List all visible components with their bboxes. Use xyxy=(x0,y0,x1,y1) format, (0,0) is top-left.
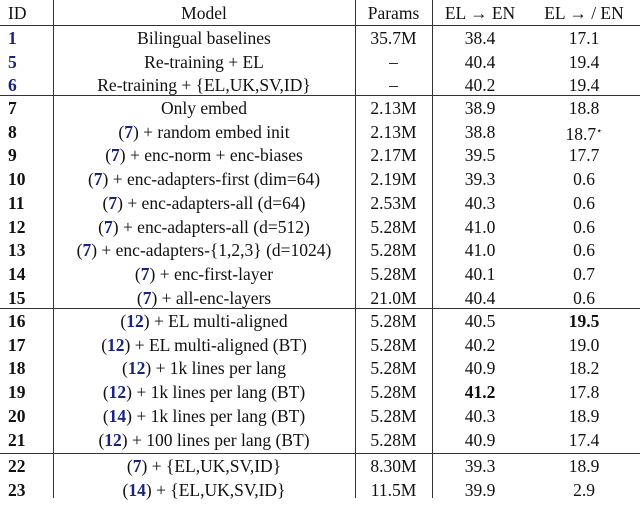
el-to-not-en-value: 18.8 xyxy=(568,98,600,118)
row-id: 1 xyxy=(8,28,17,48)
el-to-not-en-value: 17.8 xyxy=(568,382,600,403)
el-to-not-en-cell xyxy=(528,356,640,380)
el-to-not-en-cell xyxy=(528,262,640,286)
table-row xyxy=(0,309,640,333)
star-marker: ⋆ xyxy=(596,125,603,137)
params-cell: – xyxy=(389,51,398,72)
el-to-en-cell: 38.8 xyxy=(464,121,496,142)
params-cell: 2.13M xyxy=(370,98,417,118)
reference-id: 7 xyxy=(124,121,133,142)
el-to-not-en-value: 0.6 xyxy=(573,287,595,308)
table-row xyxy=(0,167,640,191)
table-row xyxy=(0,50,640,74)
reference-id: 7 xyxy=(108,192,118,213)
el-to-not-en-value: 0.6 xyxy=(573,192,595,213)
table-row xyxy=(0,286,640,310)
params-cell: 5.28M xyxy=(370,263,417,284)
params-cell: 2.13M xyxy=(370,121,417,142)
params-cell: 5.28M xyxy=(370,382,417,403)
model-cell xyxy=(53,26,355,50)
el-to-not-en-value: 18.7 xyxy=(565,123,597,144)
el-to-not-en-value: 0.6 xyxy=(573,240,595,261)
model-text: + all-enc-layers xyxy=(157,287,272,308)
table-row xyxy=(0,143,640,167)
model-cell: (7) + enc-adapters-first (dim=64) xyxy=(87,169,321,190)
row-id: 18 xyxy=(8,358,26,379)
reference-id: 12 xyxy=(108,382,127,403)
table-row xyxy=(0,454,640,478)
reference-id: 7 xyxy=(103,216,113,237)
params-cell: 5.28M xyxy=(370,405,417,426)
el-to-en-cell: 41.0 xyxy=(464,216,496,237)
el-to-en-cell: 40.3 xyxy=(464,192,496,213)
params-cell: 2.53M xyxy=(370,192,417,213)
el-to-not-en-value: 19.4 xyxy=(568,51,600,72)
el-to-not-en-value: 18.2 xyxy=(568,358,600,379)
el-to-not-en-cell xyxy=(528,428,640,452)
el-to-not-en-cell xyxy=(528,215,640,239)
model-text: + random embed init xyxy=(138,121,290,142)
el-to-en-cell: 39.3 xyxy=(464,456,496,476)
el-to-en-cell: 40.2 xyxy=(464,75,496,96)
model-cell: (12) + 1k lines per lang (BT) xyxy=(102,382,306,403)
el-to-not-en-value: 17.7 xyxy=(568,145,600,166)
model-cell: (7) + {EL,UK,SV,ID} xyxy=(126,456,282,476)
model-cell: (12) + EL multi-aligned (BT) xyxy=(101,334,307,355)
model-cell: (7) + enc-adapters-{1,2,3} (d=1024) xyxy=(76,240,332,261)
row-id: 10 xyxy=(8,169,26,190)
el-to-not-en-cell xyxy=(528,26,640,50)
model-text: + {EL,UK,SV,ID} xyxy=(147,456,282,476)
header-id: ID xyxy=(8,3,27,23)
el-to-en-cell: 41.0 xyxy=(464,240,496,261)
el-to-not-en-value: 0.6 xyxy=(573,169,595,190)
params-cell: 5.28M xyxy=(370,311,417,331)
table-header xyxy=(0,1,640,25)
model-text: + enc-first-layer xyxy=(155,263,274,284)
el-to-en-cell: 40.2 xyxy=(464,334,496,355)
model-text: + enc-adapters-first (dim=64) xyxy=(108,169,321,190)
el-to-not-en-cell xyxy=(528,309,640,333)
el-to-not-en-cell xyxy=(528,73,640,97)
reference-id: 7 xyxy=(111,145,120,166)
header-el-to-en: EL → EN xyxy=(444,3,516,23)
section-rule-1 xyxy=(0,95,640,96)
el-to-not-en-cell xyxy=(528,454,640,478)
el-to-not-en-cell xyxy=(528,167,640,191)
el-to-en-cell: 40.9 xyxy=(464,358,496,379)
header-params: Params xyxy=(367,3,420,23)
el-to-not-en-cell xyxy=(528,286,640,310)
params-cell: 5.28M xyxy=(370,216,417,237)
reference-id: 7 xyxy=(93,169,103,190)
el-to-not-en-cell xyxy=(528,96,640,120)
table-row xyxy=(0,26,640,50)
model-text: + 1k lines per lang (BT) xyxy=(131,382,306,403)
params-cell: 5.28M xyxy=(370,358,417,379)
row-id: 23 xyxy=(8,479,26,500)
table-row xyxy=(0,120,640,144)
el-to-not-en-value: 19.0 xyxy=(568,334,600,355)
row-id: 19 xyxy=(8,382,26,403)
model-cell: (12) + 100 lines per lang (BT) xyxy=(98,429,310,450)
column-divider-params xyxy=(432,0,433,498)
el-to-not-en-value: 0.7 xyxy=(573,263,595,284)
el-to-not-en-value: 19.4 xyxy=(568,75,600,96)
row-id: 6 xyxy=(8,75,17,96)
el-to-en-cell: 38.9 xyxy=(464,98,496,118)
model-text: + enc-adapters-all (d=512) xyxy=(118,216,310,237)
table-row xyxy=(0,356,640,380)
reference-id: 7 xyxy=(140,263,150,284)
el-to-not-en-cell xyxy=(528,238,640,262)
el-to-not-en-cell xyxy=(528,120,640,144)
el-to-not-en-value: 17.1 xyxy=(568,28,600,48)
reference-id: 12 xyxy=(104,429,122,450)
table-row xyxy=(0,478,640,502)
column-divider-id xyxy=(53,0,54,498)
section-rule-3 xyxy=(0,453,640,454)
model-text: + {EL,UK,SV,ID} xyxy=(151,479,286,500)
el-to-not-en-cell xyxy=(528,333,640,357)
model-text: + enc-adapters-all (d=64) xyxy=(122,192,306,213)
header-rule xyxy=(0,25,640,26)
params-cell: 5.28M xyxy=(370,429,417,450)
table-row xyxy=(0,96,640,120)
model-text: + EL multi-aligned xyxy=(149,311,288,331)
el-to-not-en-value: 19.5 xyxy=(568,311,600,331)
row-id: 15 xyxy=(8,287,26,308)
row-id: 12 xyxy=(8,216,26,237)
model-cell: (7) + enc-first-layer xyxy=(134,263,274,284)
row-id: 8 xyxy=(8,121,17,142)
el-to-not-en-cell xyxy=(528,143,640,167)
el-to-en-cell: 39.3 xyxy=(464,169,496,190)
params-cell: 2.17M xyxy=(370,145,417,166)
el-to-not-en-cell xyxy=(528,404,640,428)
model-text: Re-training + EL xyxy=(144,51,264,72)
model-text: + enc-adapters-{1,2,3} (d=1024) xyxy=(97,240,332,261)
model-text: + 1k lines per lang xyxy=(151,358,286,379)
params-cell: 8.30M xyxy=(370,456,417,476)
row-id: 5 xyxy=(8,51,17,72)
params-cell: 35.7M xyxy=(370,28,417,48)
table-row xyxy=(0,404,640,428)
params-cell: – xyxy=(389,75,398,96)
params-cell: 5.28M xyxy=(370,334,417,355)
el-to-en-cell: 40.3 xyxy=(464,405,496,426)
table-row xyxy=(0,191,640,215)
model-cell: (7) + enc-adapters-all (d=64) xyxy=(102,192,306,213)
reference-id: 14 xyxy=(108,405,127,426)
params-cell: 11.5M xyxy=(370,479,417,500)
table-row xyxy=(0,428,640,452)
el-to-not-en-cell xyxy=(528,478,640,502)
el-to-en-cell: 40.1 xyxy=(464,263,496,284)
model-cell: (7) + enc-norm + enc-biases xyxy=(105,145,303,166)
header-el-to-not-en: EL → / EN xyxy=(544,3,624,23)
model-text: + 1k lines per lang (BT) xyxy=(131,405,306,426)
el-to-en-cell: 40.4 xyxy=(464,51,496,72)
el-to-not-en-cell xyxy=(528,191,640,215)
el-to-en-cell: 39.9 xyxy=(464,479,496,500)
params-cell: 21.0M xyxy=(370,287,417,308)
model-cell: (12) + 1k lines per lang xyxy=(122,358,286,379)
params-cell: 5.28M xyxy=(370,240,417,261)
el-to-not-en-cell xyxy=(528,50,640,74)
el-to-en-cell: 40.9 xyxy=(464,429,496,450)
row-id: 17 xyxy=(8,334,26,355)
row-id: 9 xyxy=(8,145,17,166)
reference-id: 12 xyxy=(107,334,125,355)
el-to-en-cell: 40.4 xyxy=(464,287,496,308)
params-cell: 2.19M xyxy=(370,169,417,190)
reference-id: 14 xyxy=(128,479,146,500)
header-model: Model xyxy=(181,3,227,23)
row-id: 21 xyxy=(8,429,26,450)
table-row xyxy=(0,262,640,286)
column-divider-model xyxy=(355,0,356,498)
model-text: + EL multi-aligned (BT) xyxy=(130,334,307,355)
el-to-en-cell: 39.5 xyxy=(464,145,496,166)
row-id: 7 xyxy=(8,98,17,118)
section-rule-2 xyxy=(0,308,640,309)
model-cell: (12) + EL multi-aligned xyxy=(120,311,288,331)
el-to-not-en-cell xyxy=(528,380,640,404)
reference-id: 12 xyxy=(126,311,144,331)
row-id: 14 xyxy=(8,263,26,284)
el-to-en-cell: 41.2 xyxy=(464,382,496,403)
model-cell: (14) + 1k lines per lang (BT) xyxy=(102,405,306,426)
el-to-not-en-value: 18.9 xyxy=(568,456,600,476)
el-to-not-en-value: 18.9 xyxy=(568,405,600,426)
model-text: Only embed xyxy=(160,98,248,118)
model-cell: (14) + {EL,UK,SV,ID} xyxy=(122,479,286,500)
model-cell: (7) + random embed init xyxy=(118,121,290,142)
model-text: Re-training + {EL,UK,SV,ID} xyxy=(97,75,311,96)
table-row xyxy=(0,73,640,97)
row-id: 11 xyxy=(8,192,25,213)
table-row xyxy=(0,333,640,357)
model-cell: (7) + enc-adapters-all (d=512) xyxy=(98,216,310,237)
reference-id: 12 xyxy=(127,358,146,379)
row-id: 16 xyxy=(8,311,26,331)
table-row xyxy=(0,238,640,262)
table-row xyxy=(0,380,640,404)
model-cell xyxy=(53,50,355,74)
model-text: Bilingual baselines xyxy=(137,28,271,48)
model-text: + enc-norm + enc-biases xyxy=(125,145,303,166)
row-id: 22 xyxy=(8,456,26,476)
row-id: 20 xyxy=(8,405,26,426)
reference-id: 7 xyxy=(142,287,152,308)
el-to-not-en-value: 17.4 xyxy=(568,429,600,450)
table-row xyxy=(0,215,640,239)
el-to-en-cell: 38.4 xyxy=(464,28,496,48)
reference-id: 7 xyxy=(82,240,92,261)
model-cell: (7) + all-enc-layers xyxy=(136,287,272,308)
model-cell xyxy=(53,73,355,97)
reference-id: 7 xyxy=(132,456,142,476)
model-text: + 100 lines per lang (BT) xyxy=(127,429,310,450)
el-to-en-cell: 40.5 xyxy=(464,311,496,331)
el-to-not-en-value: 0.6 xyxy=(573,216,595,237)
row-id: 13 xyxy=(8,240,26,261)
el-to-not-en-value: 2.9 xyxy=(573,479,595,500)
model-cell xyxy=(53,96,355,120)
